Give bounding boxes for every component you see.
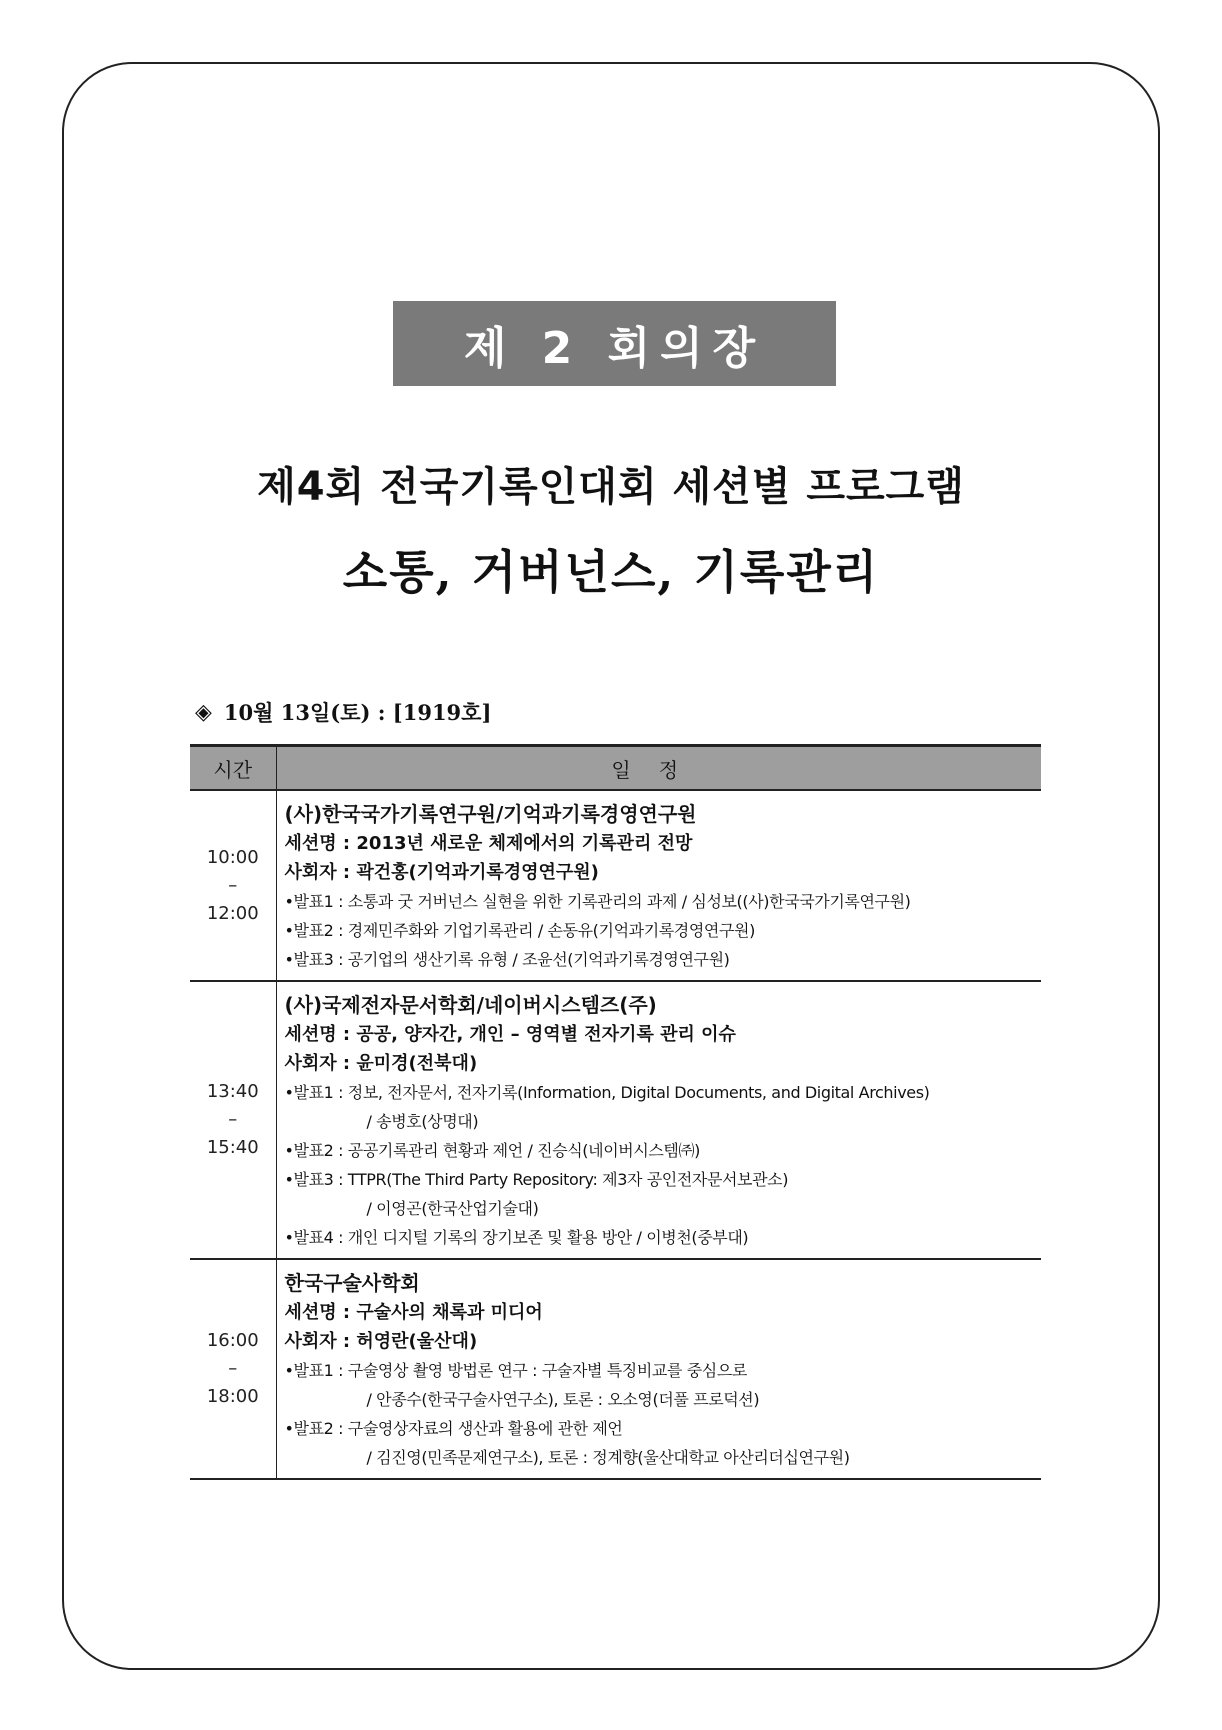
session-moderator: 사회자 : 윤미경(전북대) (284, 1053, 478, 1074)
header-time: 시간 (190, 746, 276, 791)
time-separator: – (228, 1358, 238, 1379)
program-title: 제4회 전국기록인대회 세션별 프로그램 (257, 464, 965, 510)
talk-item-continued: / 김진영(민족문제연구소), 토론 : 정계향(울산대학교 아산리더십연구원) (366, 1448, 850, 1467)
talk-item-continued: / 송병호(상명대) (366, 1112, 479, 1131)
talk-item: •발표1 : 구술영상 촬영 방법론 연구 : 구술자별 특징비교를 중심으로 (284, 1361, 747, 1380)
room-label-banner: 제 2 회의장 (393, 301, 836, 386)
time-cell (190, 981, 276, 1259)
session-name: 세션명 : 공공, 양자간, 개인 – 영역별 전자기록 관리 이슈 (284, 1024, 736, 1045)
talk-item: •발표4 : 개인 디지털 기록의 장기보존 및 활용 방안 / 이병천(중부대) (284, 1228, 749, 1247)
session-name: 세션명 : 구술사의 채록과 미디어 (284, 1302, 543, 1323)
session-name: 세션명 : 2013년 새로운 체제에서의 기록관리 전망 (284, 833, 693, 854)
time-cell (190, 1259, 276, 1479)
session-moderator: 사회자 : 허영란(울산대) (284, 1331, 478, 1352)
session-date-line (195, 697, 491, 727)
session-moderator: 사회자 : 곽건홍(기억과기록경영연구원) (284, 862, 599, 883)
talk-item: •발표2 : 경제민주화와 기업기록관리 / 손동유(기억과기록경영연구원) (284, 921, 755, 940)
session-detail (276, 981, 1041, 1259)
talk-item-continued: / 안종수(한국구술사연구소), 토론 : 오소영(더풀 프로덕션) (366, 1390, 760, 1409)
time-cell (190, 790, 276, 981)
time-end: 15:40 (206, 1137, 259, 1158)
table-row (190, 790, 1041, 981)
time-start: 10:00 (206, 846, 259, 868)
talk-item: •발표1 : 소통과 굿 거버넌스 실현을 위한 기록관리의 과제 / 심성보((사)한국국가기록연구원) (284, 892, 911, 911)
session-organizer: (사)한국국가기록연구원/기억과기록경영연구원 (284, 802, 697, 826)
session-detail (276, 1259, 1041, 1479)
talk-item: •발표2 : 구술영상자료의 생산과 활용에 관한 제언 (284, 1419, 623, 1438)
time-start: 16:00 (206, 1330, 259, 1351)
time-separator: – (228, 874, 238, 896)
header-schedule: 일정 (276, 746, 1041, 791)
table-row (190, 981, 1041, 1259)
session-organizer: 한국구술사학회 (284, 1271, 420, 1295)
time-end: 18:00 (206, 1386, 259, 1407)
time-separator: – (228, 1109, 238, 1130)
talk-item: •발표1 : 정보, 전자문서, 전자기록(Information, Digital Documents, and Digital Archives) (284, 1083, 930, 1102)
talk-item: •발표3 : TTPR(The Third Party Repository: 제3자 공인전자문서보관소) (284, 1170, 789, 1189)
table-header-row (190, 746, 1041, 791)
time-start: 13:40 (206, 1081, 259, 1102)
schedule-table (190, 744, 1041, 1480)
talk-item: •발표3 : 공기업의 생산기록 유형 / 조윤선(기억과기록경영연구원) (284, 950, 730, 969)
program-subtitle: 소통, 거버넌스, 기록관리 (342, 545, 880, 599)
session-date-text: 10월 13일(토) : [1919호] (223, 700, 492, 725)
talk-item-continued: / 이영곤(한국산업기술대) (366, 1199, 539, 1218)
time-end: 12:00 (206, 902, 259, 924)
session-organizer: (사)국제전자문서학회/네이버시스템즈(주) (284, 993, 657, 1017)
talk-item: •발표2 : 공공기록관리 현황과 제언 / 진승식(네이버시스템㈜) (284, 1141, 700, 1160)
diamond-bullet-icon: ◈ (195, 699, 212, 725)
session-detail (276, 790, 1041, 981)
table-row (190, 1259, 1041, 1479)
